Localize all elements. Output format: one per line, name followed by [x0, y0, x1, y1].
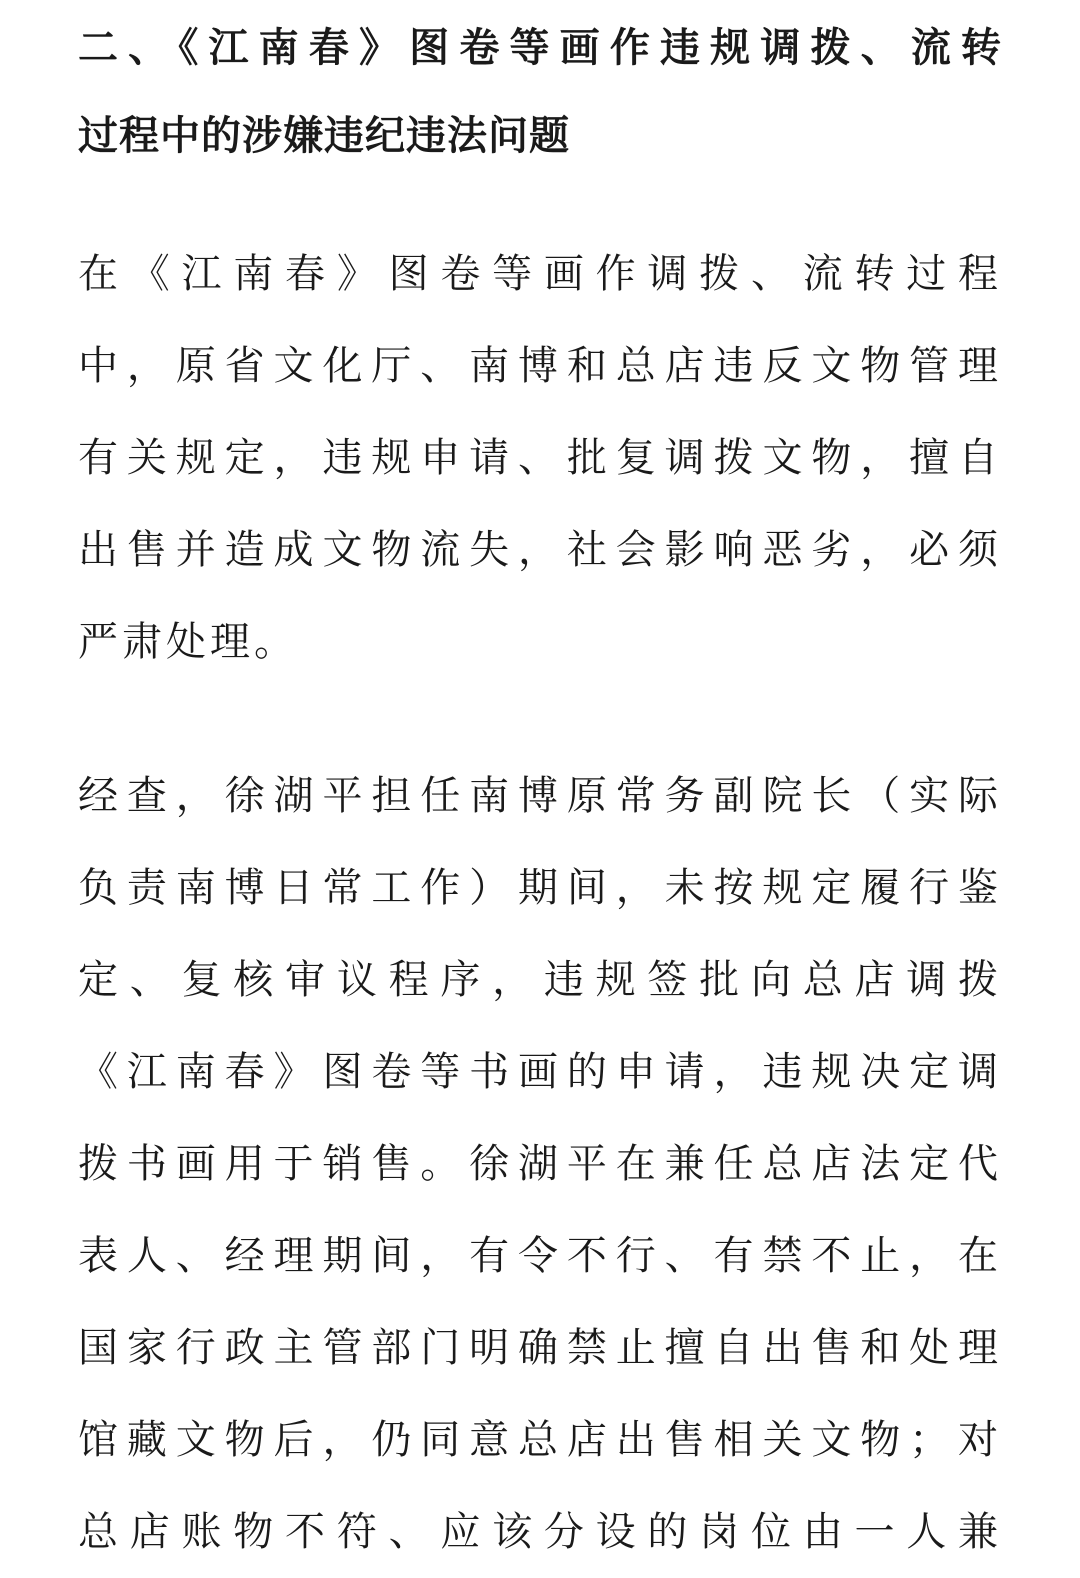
paragraph-line: 严肃处理。 — [78, 619, 298, 665]
heading-line: 过程中的涉嫌违纪违法问题 — [78, 113, 570, 159]
paragraph-line: 《江南春》图卷等书画的申请，违规决定调 — [78, 1049, 1002, 1095]
paragraph-line: 经查，徐湖平担任南博原常务副院长（实际 — [78, 773, 1002, 819]
paragraph-line: 表人、经理期间，有令不行、有禁不止，在 — [78, 1233, 1002, 1279]
paragraph-line: 负责南博日常工作）期间，未按规定履行鉴 — [78, 865, 1002, 911]
article-body — [78, 0, 1002, 1578]
section-heading — [78, 4, 1002, 180]
paragraph-line: 馆藏文物后，仍同意总店出售相关文物；对 — [78, 1417, 1002, 1463]
paragraph-line: 在《江南春》图卷等画作调拨、流转过程 — [78, 251, 1002, 297]
paragraph-line: 有关规定，违规申请、批复调拨文物，擅自 — [78, 435, 1002, 481]
paragraph-line: 国家行政主管部门明确禁止擅自出售和处理 — [78, 1325, 1002, 1371]
paragraph — [78, 228, 1002, 688]
paragraph-line: 拨书画用于销售。徐湖平在兼任总店法定代 — [78, 1141, 1002, 1187]
paragraph — [78, 750, 1002, 1578]
paragraph-line: 出售并造成文物流失，社会影响恶劣，必须 — [78, 527, 1002, 573]
paragraph-line: 中，原省文化厅、南博和总店违反文物管理 — [78, 343, 1002, 389]
heading-line: 二、《江南春》图卷等画作违规调拨、流转 — [78, 25, 1002, 71]
paragraph-line: 定、复核审议程序，违规签批向总店调拨 — [78, 957, 1002, 1003]
paragraph-line: 总店账物不符、应该分设的岗位由一人兼 — [78, 1509, 1002, 1555]
